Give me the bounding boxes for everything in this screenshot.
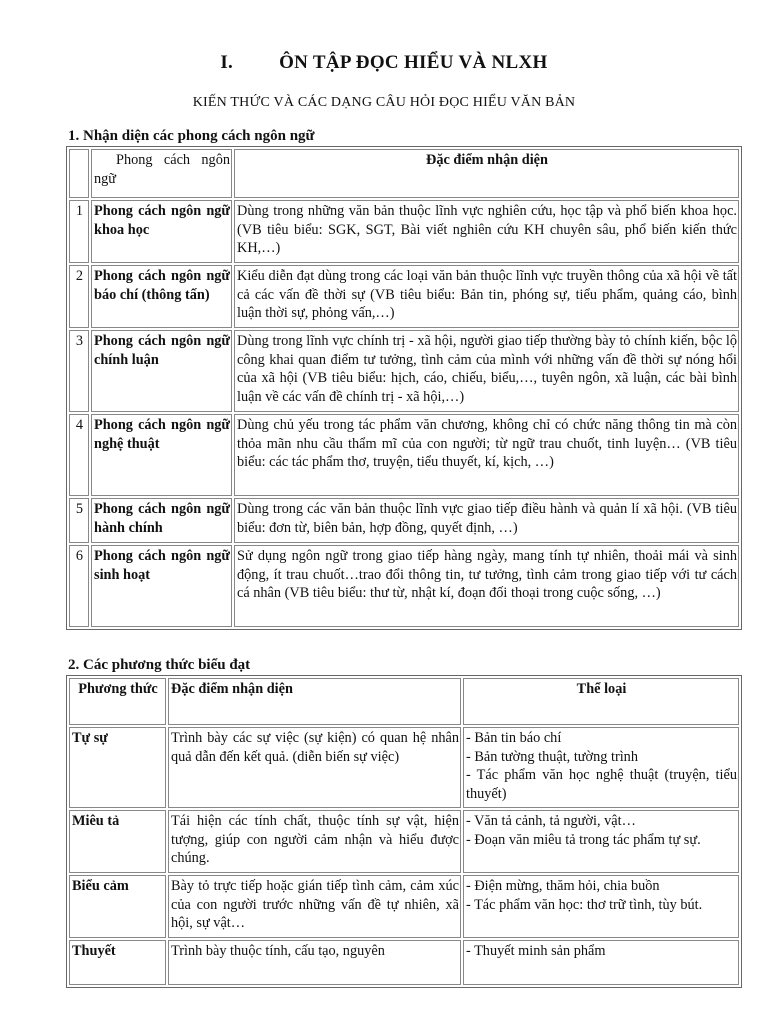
language-style-table xyxy=(66,146,742,630)
section2-title: 2. Các phương thức biểu đạt xyxy=(68,657,251,673)
header-features: Đặc điểm nhận diện xyxy=(168,678,461,725)
header-genre: Thể loại xyxy=(463,678,739,725)
table-row: 2 Phong cách ngôn ngữ báo chí (thông tấn) Kiểu diễn đạt dùng trong các loại văn bản thuộc lĩnh vực truyền thông của xã hội về tất cả các vấn đề thời sự (VB tiêu biểu: Bản tin, phóng sự, tiểu phẩm, quảng cáo, bình luận thời sự, phỏng vấn,…) xyxy=(69,265,739,328)
heading-title: ÔN TẬP ĐỌC HIỂU VÀ NLXH xyxy=(279,52,548,73)
header-method: Phương thức xyxy=(69,678,166,725)
heading-number: I. xyxy=(220,52,234,73)
table-row: Miêu tả Tái hiện các tính chất, thuộc tính sự vật, hiện tượng, giúp con người cảm nhận và hiểu được chúng. - Văn tả cảnh, tả người, vật… - Đoạn văn miêu tả trong tác phẩm tự sự. xyxy=(69,810,739,873)
expression-mode-table xyxy=(66,675,742,988)
table-header-row xyxy=(69,678,739,725)
table-row: 5 Phong cách ngôn ngữ hành chính Dùng trong các văn bản thuộc lĩnh vực giao tiếp điều hành và quản lí xã hội. (VB tiêu biểu: đơn từ, biên bản, hợp đồng, quyết định, …) xyxy=(69,498,739,543)
subtitle: KIẾN THỨC VÀ CÁC DẠNG CÂU HỎI ĐỌC HIỂU VĂN BẢN xyxy=(192,95,576,110)
header-features: Đặc điểm nhận diện xyxy=(234,149,739,198)
table-row: Biểu cảm Bày tỏ trực tiếp hoặc gián tiếp tình cảm, cảm xúc của con người trước những vấn đề tự nhiên, xã hội, sự vật… - Điện mừng, thăm hỏi, chia buồn - Tác phẩm văn học: thơ trữ tình, tùy bút. xyxy=(69,875,739,938)
table-row: 3 Phong cách ngôn ngữ chính luận Dùng trong lĩnh vực chính trị - xã hội, người giao tiếp thường bày tỏ chính kiến, bộc lộ công khai quan điểm tư tưởng, tình cảm của mình với những vấn đề thời sự nóng hổi của xã hội (VB tiêu biểu: hịch, cáo, chiếu, biểu,…, tuyên ngôn, xã luận, các bài bình luận về các vấn đề chính trị - xã hội,…) xyxy=(69,330,739,412)
table-row: Tự sự Trình bày các sự việc (sự kiện) có quan hệ nhân quả dẫn đến kết quả. (diễn biến sự việc) - Bản tin báo chí - Bản tường thuật, tường trình - Tác phẩm văn học nghệ thuật (truyện, tiểu thuyết) xyxy=(69,727,739,808)
table-row: 4 Phong cách ngôn ngữ nghệ thuật Dùng chủ yếu trong tác phẩm văn chương, không chỉ có chức năng thông tin mà còn thỏa mãn nhu cầu thẩm mĩ của con người; từ ngữ trau chuốt, tinh luyện… (VB tiêu biểu: các tác phẩm thơ, truyện, tiểu thuyết, kí, kịch, …) xyxy=(69,414,739,496)
table-header-row xyxy=(69,149,739,198)
table-row: 1 Phong cách ngôn ngữ khoa học Dùng trong những văn bản thuộc lĩnh vực nghiên cứu, học tập và phổ biến khoa học. (VB tiêu biểu: SGK, SGT, Bài viết nghiên cứu KH chuyên sâu, phổ biến kiến thức KH,…) xyxy=(69,200,739,263)
table-row: 6 Phong cách ngôn ngữ sinh hoạt Sử dụng ngôn ngữ trong giao tiếp hàng ngày, mang tính tự nhiên, thoải mái và sinh động, ít trau chuốt…trao đổi thông tin, tư tưởng, tình cảm trong giao tiếp với tư cách cá nhân (VB tiêu biểu: thư từ, nhật kí, đoạn đối thoại trong cuộc sống, …) xyxy=(69,545,739,627)
section1-title: 1. Nhận diện các phong cách ngôn ngữ xyxy=(68,128,315,144)
table-row: Thuyết Trình bày thuộc tính, cấu tạo, nguyên - Thuyết minh sản phẩm xyxy=(69,940,739,985)
header-style: Phong cách ngôn ngữ xyxy=(91,149,232,198)
main-heading xyxy=(0,52,768,74)
